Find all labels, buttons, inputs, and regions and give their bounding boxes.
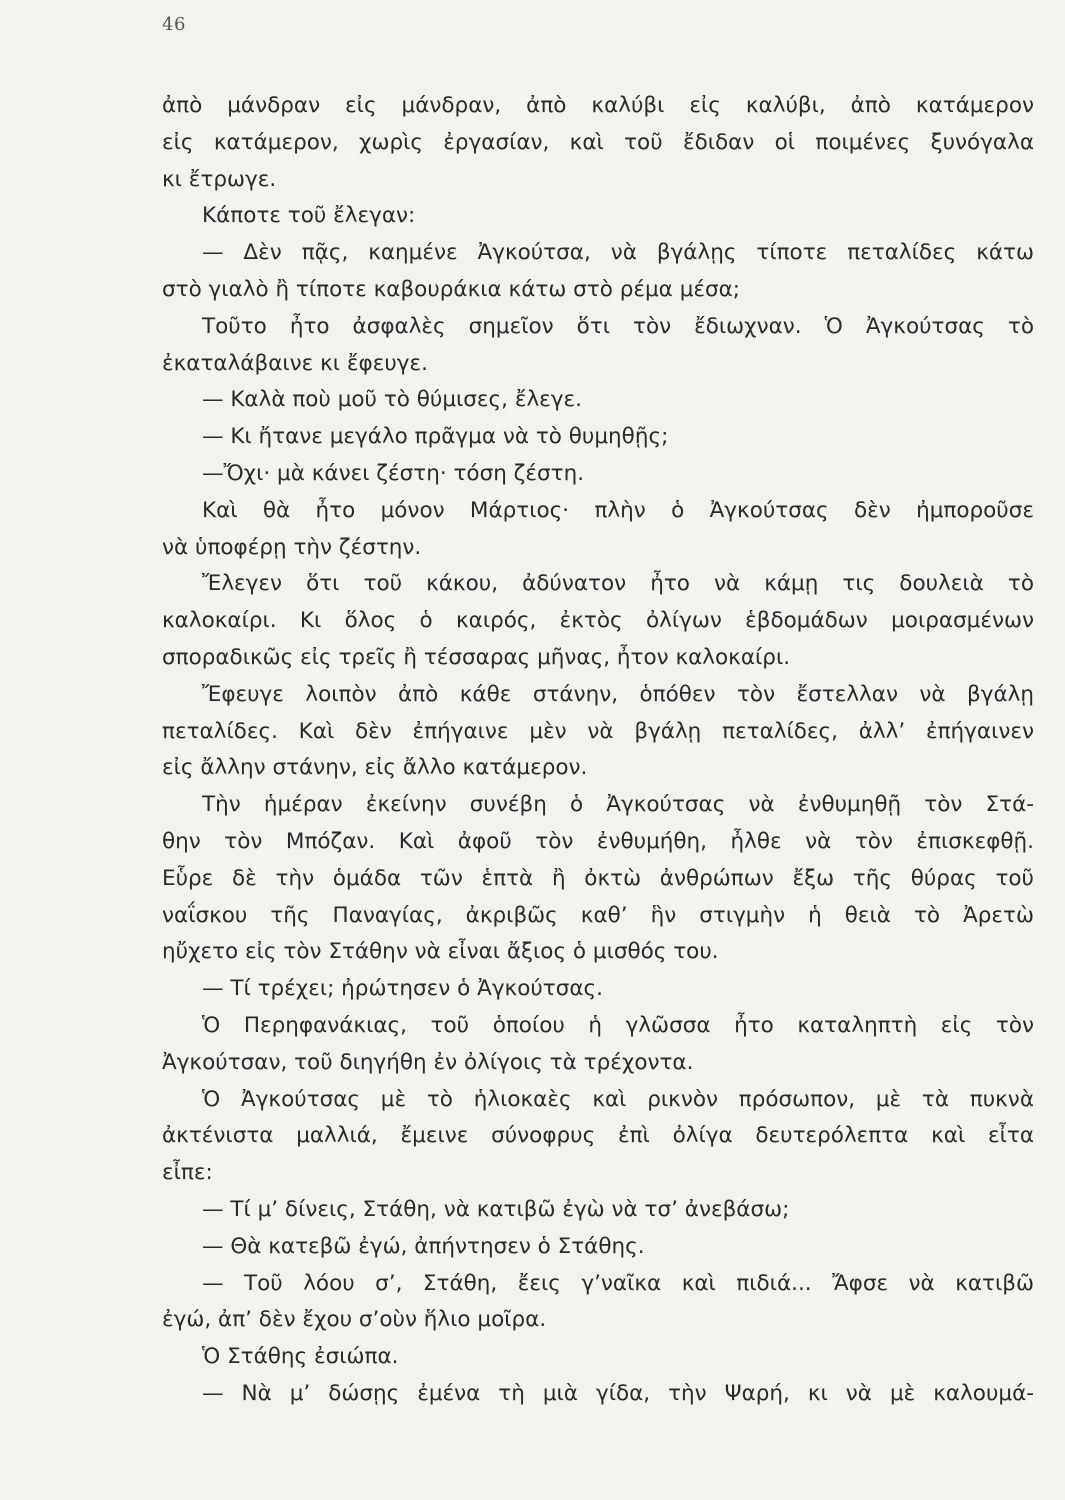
text-line: Ἀγκούτσαν, τοῦ διηγήθη ἐν ὀλίγοις τὰ τρέχοντα.	[162, 1049, 694, 1075]
text-line: ἐγώ, ἀπ’ δὲν ἔχου σ’οὺν ἥλιο μοῖρα.	[162, 1307, 547, 1333]
text-line: εἰς κατάμερον, χωρὶς ἐργασίαν, καὶ τοῦ ἔδιδαν οἱ ποιμένες ξυνόγαλα	[162, 129, 1034, 155]
text-line: εἰς ἄλλην στάνην, εἰς ἄλλο κατάμερον.	[162, 755, 588, 781]
text-line: ἀπὸ μάνδραν εἰς μάνδραν, ἀπὸ καλύβι εἰς καλύβι, ἀπὸ κατάμερον	[162, 93, 1034, 118]
text-line: Ἔφευγε λοιπὸν ἀπὸ κάθε στάνην, ὁπόθεν τὸν ἔστελλαν νὰ βγάλῃ	[202, 681, 1034, 707]
text-line: ἐκαταλάβαινε κι ἔφευγε.	[162, 350, 428, 376]
text-line: σποραδικῶς εἰς τρεῖς ἢ τέσσαρας μῆνας, ἦτον καλοκαίρι.	[162, 644, 791, 670]
text-line: — Καλὰ ποὺ μοῦ τὸ θύμισες, ἔλεγε.	[202, 387, 582, 413]
text-line: καλοκαίρι. Κι ὅλος ὁ καιρός, ἐκτὸς ὀλίγων ἑβδομάδων μοιρασμένων	[162, 608, 1034, 634]
text-line: — Τί τρέχει; ἠρώτησεν ὁ Ἀγκούτσας.	[202, 976, 604, 1002]
text-line: Τὴν ἡμέραν ἐκείνην συνέβη ὁ Ἀγκούτσας νὰ ἐνθυμηθῇ τὸν Στά-	[202, 792, 1034, 818]
text-line: εἶπε:	[162, 1160, 213, 1186]
text-line: Καὶ θὰ ἦτο μόνον Μάρτιος· πλὴν ὁ Ἀγκούτσας δὲν ἠμποροῦσε	[202, 497, 1034, 523]
text-line: κι ἔτρωγε.	[162, 166, 277, 192]
text-line: — Τοῦ λόου σ’, Στάθη, ἔεις γ’ναῖκα καὶ πιδιά... Ἄφσε νὰ κατιβῶ	[202, 1270, 1034, 1296]
text-line: ηὔχετο εἰς τὸν Στάθην νὰ εἶναι ἄξιος ὁ μισθός του.	[162, 939, 719, 965]
text-line: στὸ γιαλὸ ἢ τίποτε καβουράκια κάτω στὸ ρέμα μέσα;	[162, 276, 741, 302]
text-line: Τοῦτο ἦτο ἀσφαλὲς σημεῖον ὅτι τὸν ἔδιωχναν. Ὁ Ἀγκούτσας τὸ	[202, 313, 1034, 339]
page-number: 46	[162, 14, 186, 35]
text-line: — Τί μ’ δίνεις, Στάθη, νὰ κατιβῶ ἐγὼ νὰ τσ’ ἀνεβάσω;	[202, 1196, 790, 1222]
text-line: —Ὄχι· μὰ κάνει ζέστη· τόση ζέστη.	[202, 460, 585, 486]
text-line: Ὁ Στάθης ἐσιώπα.	[202, 1344, 399, 1370]
text-line: Ἔλεγεν ὅτι τοῦ κάκου, ἀδύνατον ἦτο νὰ κάμῃ τις δουλειὰ τὸ	[202, 571, 1034, 597]
text-line: ναΐσκου τῆς Παναγίας, ἀκριβῶς καθ’ ἣν στιγμὴν ἡ θειὰ τὸ Ἀρετὼ	[162, 902, 1034, 928]
text-line: — Νὰ μ’ δώσῃς ἐμένα τὴ μιὰ γίδα, τὴν Ψαρή, κι νὰ μὲ καλουμά-	[202, 1380, 1034, 1406]
text-line: — Θὰ κατεβῶ ἐγώ, ἀπήντησεν ὁ Στάθης.	[202, 1233, 645, 1259]
text-line: Εὗρε δὲ τὴν ὁμάδα τῶν ἑπτὰ ἢ ὀκτὼ ἀνθρώπων ἔξω τῆς θύρας τοῦ	[162, 865, 1034, 891]
text-line: — Δὲν πᾷς, καημένε Ἀγκούτσα, νὰ βγάλῃς τίποτε πεταλίδες κάτω	[202, 240, 1034, 266]
text-line: Κάποτε τοῦ ἔλεγαν:	[202, 203, 416, 229]
text-line: Ὁ Περηφανάκιας, τοῦ ὁποίου ἡ γλῶσσα ἦτο καταληπτὴ εἰς τὸν	[202, 1012, 1034, 1038]
text-line: ἀκτένιστα μαλλιά, ἔμεινε σύνοφρυς ἐπὶ ὀλίγα δευτερόλεπτα καὶ εἶτα	[162, 1123, 1034, 1149]
text-line: Ὁ Ἀγκούτσας μὲ τὸ ἡλιοκαὲς καὶ ρικνὸν πρόσωπον, μὲ τὰ πυκνὰ	[202, 1086, 1034, 1112]
text-line: πεταλίδες. Καὶ δὲν ἐπήγαινε μὲν νὰ βγάλῃ πεταλίδες, ἀλλ’ ἐπήγαινεν	[162, 718, 1034, 744]
body-text	[162, 88, 1034, 1413]
text-line: θην τὸν Μπόζαν. Καὶ ἀφοῦ τὸν ἐνθυμήθη, ἦλθε νὰ τὸν ἐπισκεφθῇ.	[162, 828, 1034, 854]
text-line: νὰ ὑποφέρῃ τὴν ζέστην.	[162, 534, 422, 560]
text-line: — Κι ἤτανε μεγάλο πρᾶγμα νὰ τὸ θυμηθῇς;	[202, 424, 669, 450]
